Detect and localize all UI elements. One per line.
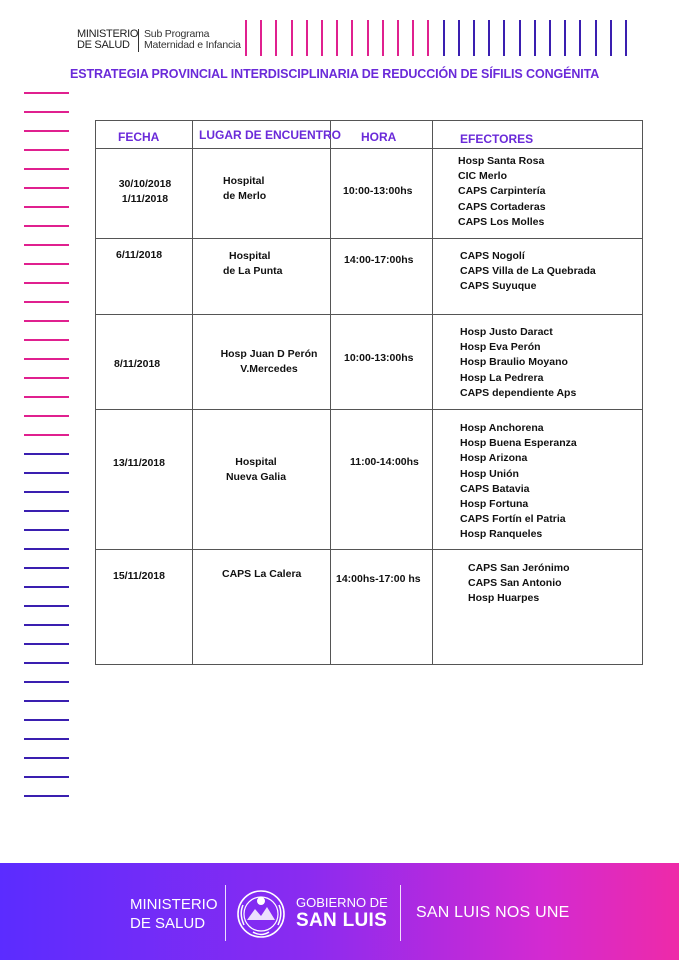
left-stripe (24, 510, 69, 512)
table-row-2-lugar: Hospital de La Punta (223, 250, 283, 278)
header-stripe (503, 20, 505, 56)
header-stripe (549, 20, 551, 56)
header-stripe (245, 20, 247, 56)
left-stripe (24, 548, 69, 550)
left-stripe (24, 700, 69, 702)
provincial-seal-icon (235, 887, 287, 939)
header-stripe (351, 20, 353, 56)
table-row-3-lugar: Hosp Juan D Perón V.Mercedes (220, 348, 318, 376)
header-stripe (275, 20, 277, 56)
left-stripe (24, 491, 69, 493)
left-stripe (24, 168, 69, 170)
left-stripe (24, 149, 69, 151)
header-stripe (595, 20, 597, 56)
table-row-1-efectores: Hosp Santa Rosa CIC Merlo CAPS Carpintería CAPS Cortaderas CAPS Los Molles (458, 155, 546, 228)
left-stripe (24, 662, 69, 664)
table-row-3-hora: 10:00-13:00hs (344, 352, 414, 364)
left-stripe (24, 111, 69, 113)
left-stripe (24, 453, 69, 455)
left-stripe (24, 795, 69, 797)
table-row-1-fecha: 30/10/2018 1/11/2018 (118, 178, 172, 206)
left-stripe (24, 377, 69, 379)
table-row-4-fecha: 13/11/2018 (113, 457, 165, 469)
left-stripe (24, 643, 69, 645)
header-stripe (473, 20, 475, 56)
ministry-line2: DE SALUD (77, 39, 130, 51)
footer-ministry: MINISTERIO DE SALUD (130, 896, 218, 932)
left-stripe (24, 738, 69, 740)
header-fecha: FECHA (118, 130, 160, 144)
ministry-line1: MINISTERIO (77, 28, 139, 40)
left-stripe (24, 358, 69, 360)
header-stripe (625, 20, 627, 56)
left-stripe (24, 244, 69, 246)
header-stripe (519, 20, 521, 56)
header-hora: HORA (361, 130, 397, 144)
left-stripe (24, 92, 69, 94)
footer-divider-2 (400, 885, 401, 941)
left-stripes-decoration (24, 92, 70, 812)
left-stripe (24, 605, 69, 607)
left-stripe (24, 681, 69, 683)
left-stripe (24, 434, 69, 436)
left-stripe (24, 225, 69, 227)
left-stripe (24, 396, 69, 398)
left-stripe (24, 624, 69, 626)
subprogram-logo-text (144, 29, 254, 51)
left-stripe (24, 719, 69, 721)
table-row-4-lugar: Hospital Nueva Galia (225, 456, 287, 484)
left-stripe (24, 301, 69, 303)
table-row-5-lugar: CAPS La Calera (222, 568, 302, 580)
table-row-2-hora: 14:00-17:00hs (344, 254, 414, 266)
left-stripe (24, 282, 69, 284)
header-stripe (443, 20, 445, 56)
header-stripe (291, 20, 293, 56)
header-stripe (397, 20, 399, 56)
left-stripe (24, 320, 69, 322)
header-stripe (427, 20, 429, 56)
subprogram-line1: Sub Programa (144, 28, 210, 40)
left-stripe (24, 472, 69, 474)
left-stripe (24, 567, 69, 569)
table-row-3-efectores: Hosp Justo Daract Hosp Eva Perón Hosp Braulio Moyano Hosp La Pedrera CAPS dependiente Aps (460, 326, 577, 399)
footer-gov-line2: SAN LUIS (296, 910, 388, 931)
table-row-2-efectores: CAPS Nogolí CAPS Villa de La Quebrada CAPS Suyuque (460, 250, 596, 293)
header-stripe (306, 20, 308, 56)
footer-divider (225, 885, 226, 941)
schedule-table (95, 120, 643, 665)
header-stripes-decoration (245, 20, 640, 56)
header-stripe (579, 20, 581, 56)
footer-banner (0, 863, 679, 960)
left-stripe (24, 415, 69, 417)
header-stripe (382, 20, 384, 56)
header-efectores: EFECTORES (460, 132, 534, 146)
header-stripe (488, 20, 490, 56)
header-stripe (336, 20, 338, 56)
table-row-4-hora: 11:00-14:00hs (350, 456, 419, 468)
table-row-5-efectores: CAPS San Jerónimo CAPS San Antonio Hosp Huarpes (468, 562, 570, 605)
left-stripe (24, 187, 69, 189)
header-stripe (260, 20, 262, 56)
table-row-1-lugar: Hospital de Merlo (223, 175, 267, 203)
footer-slogan: SAN LUIS NOS UNE (416, 904, 570, 921)
table-row-5-fecha: 15/11/2018 (113, 570, 165, 582)
left-stripe (24, 339, 69, 341)
left-stripe (24, 757, 69, 759)
left-stripe (24, 586, 69, 588)
header-stripe (458, 20, 460, 56)
ministry-logo-text (77, 28, 139, 51)
left-stripe (24, 776, 69, 778)
header-stripe (610, 20, 612, 56)
left-stripe (24, 206, 69, 208)
header-stripe (367, 20, 369, 56)
table-row-3-fecha: 8/11/2018 (114, 358, 161, 370)
table-row-2-fecha: 6/11/2018 (116, 249, 163, 261)
left-stripe (24, 130, 69, 132)
logo-divider (138, 29, 139, 52)
table-row-5-hora: 14:00hs-17:00 hs (336, 573, 421, 585)
table-row-1-hora: 10:00-13:00hs (343, 185, 413, 197)
left-stripe (24, 263, 69, 265)
footer-gov-line1: GOBIERNO DE (296, 895, 388, 910)
left-stripe (24, 529, 69, 531)
header-stripe (321, 20, 323, 56)
header-stripe (412, 20, 414, 56)
header-stripe (564, 20, 566, 56)
header-lugar: LUGAR DE ENCUENTRO (199, 128, 342, 142)
subprogram-line2: Maternidad e Infancia (144, 39, 241, 51)
header-stripe (534, 20, 536, 56)
table-row-4-efectores: Hosp Anchorena Hosp Buena Esperanza Hosp Arizona Hosp Unión CAPS Batavia Hosp Fortuna CAPS Fortín el Patria Hosp Ranqueles (460, 422, 577, 541)
document-title: ESTRATEGIA PROVINCIAL INTERDISCIPLINARIA DE REDUCCIÓN DE SÍFILIS CONGÉNITA (70, 67, 600, 81)
